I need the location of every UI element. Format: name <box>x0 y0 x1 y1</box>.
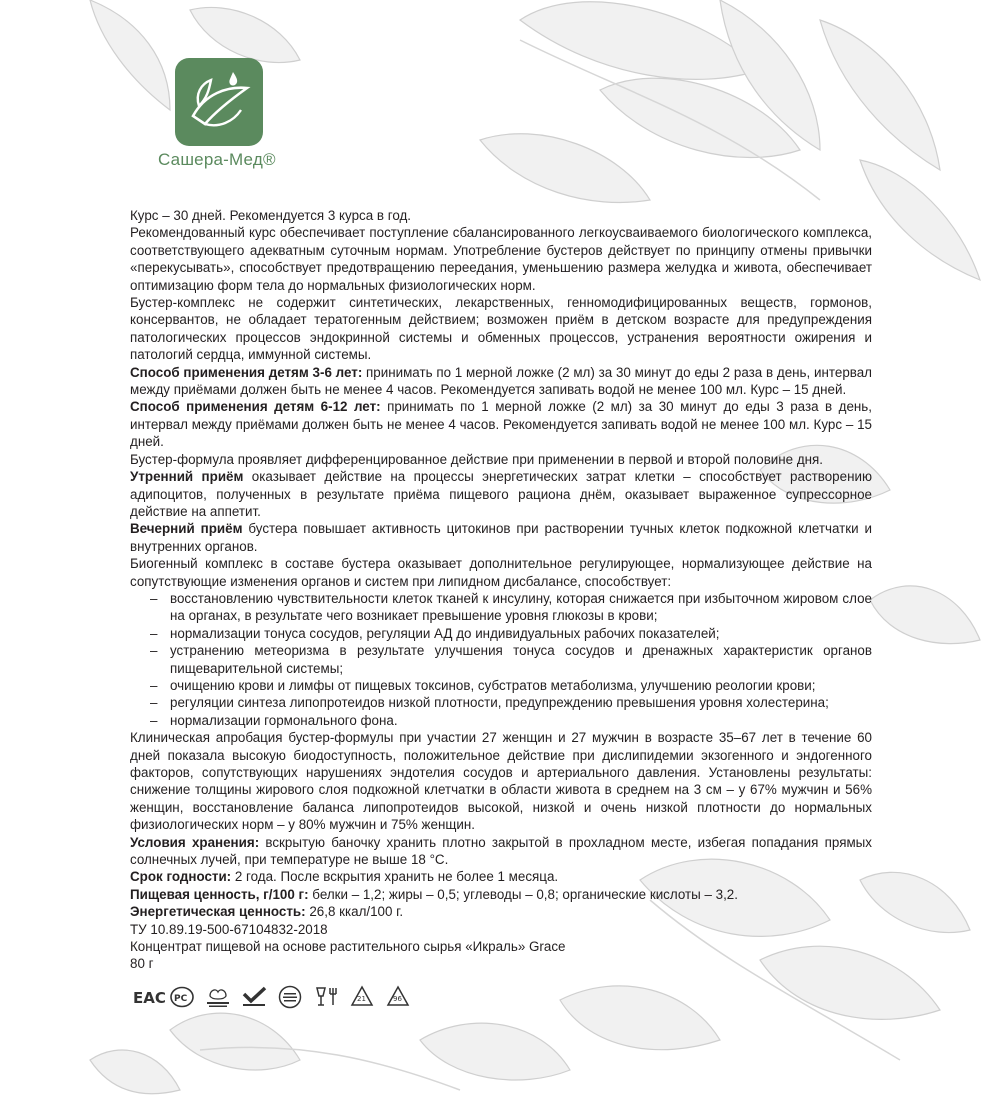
list-item-text: устранению метеоризма в результате улучшения тонуса сосудов и дренажных характеристик органов пищеварительной системы; <box>170 643 872 676</box>
eac-mark-icon <box>133 986 166 1008</box>
paragraph-heading: Срок годности: <box>130 869 232 885</box>
paragraph-text: Концентрат пищевой на основе растительного сырья «Икраль» Grace <box>130 939 566 955</box>
paragraph <box>130 398 872 450</box>
recycle-gl-96-icon <box>385 986 411 1008</box>
paragraph <box>130 729 872 833</box>
paragraph-text: Бустер-формула проявляет дифференцированное действие при применении в первой и второй половине дня. <box>130 451 824 467</box>
bullet-marker: – <box>150 590 158 606</box>
svg-text:96: 96 <box>393 995 402 1003</box>
bullet-marker: – <box>150 712 158 728</box>
paragraph-text: Рекомендованный курс обеспечивает поступление сбалансированного легкоусваиваемого биологического комплекса, соответствующего адекватным суточным нормам. Употребление бустеров действует по принципу отмены привычки «перекусывать», способствует предотвращению переедания, уменьшению размера желудка и живота, обеспечивает оптимизацию форм тела до нормальных физиологических норм. <box>130 225 872 293</box>
list-item-text: нормализации гормонального фона. <box>170 712 398 728</box>
paragraph-text: вскрытую баночку хранить плотно закрытой в прохладном месте, избегая попадания прямых солнечных лучей, при температуре не выше 18 °С. <box>130 834 872 868</box>
paragraph-text: 80 г <box>130 956 154 972</box>
paragraph-heading: Энергетическая ценность: <box>130 904 306 920</box>
glass-fork-icon <box>313 986 339 1008</box>
bullet-marker: – <box>150 677 158 693</box>
list-item <box>130 642 872 677</box>
brand-name: Сашера-Мед® <box>158 150 276 169</box>
paragraph-text: бустера повышает активность цитокинов при растворении тучных клеток подкожной клетчатки и внутренних органов. <box>130 521 873 554</box>
paragraph <box>130 921 872 938</box>
paragraph-text: Биогенный комплекс в составе бустера оказывает дополнительное регулирующее, нормализующее действие на сопутствующие изменения органов и систем при липидном дисбалансе, способствует: <box>130 556 872 589</box>
brand-logo <box>175 58 263 146</box>
list-item <box>130 712 872 729</box>
list-item <box>130 625 872 642</box>
paragraph-text: Курс – 30 дней. Рекомендуется 3 курса в год. <box>130 208 412 223</box>
paragraph <box>130 886 872 903</box>
list-item <box>130 677 872 694</box>
paragraph <box>130 903 872 920</box>
paragraph <box>130 955 872 972</box>
paragraph-heading: Вечерний приём <box>130 521 243 537</box>
bullet-marker: – <box>150 625 158 641</box>
paragraph-heading: Способ применения детям 6-12 лет: <box>130 399 381 415</box>
paragraph <box>130 294 872 364</box>
paragraph <box>130 207 872 224</box>
paragraph <box>130 834 872 869</box>
paragraph <box>130 520 872 555</box>
paragraphs-after <box>130 729 872 973</box>
list-item-text: очищению крови и лимфы от пищевых токсинов, субстратов метаболизма, улучшению реологии крови; <box>170 677 816 693</box>
paragraph <box>130 938 872 955</box>
paragraphs-before <box>130 207 872 590</box>
paragraph-text: белки – 1,2; жиры – 0,5; углеводы – 0,8; органические кислоты – 3,2. <box>308 886 738 902</box>
bullet-marker: – <box>150 695 158 711</box>
not-tested-on-animals-icon <box>205 986 231 1008</box>
paragraph-text: 2 года. После вскрытия хранить не более 1 месяца. <box>231 869 559 885</box>
paragraph <box>130 364 872 399</box>
paragraph-text: принимать по 1 мерной ложке (2 мл) за 30 минут до еды 2 раза в день, интервал между приёмами должен быть не менее 4 часов. Рекомендуется запивать водой не менее 100 мл. Курс – 15 дней. <box>130 364 872 398</box>
paragraph-text: принимать по 1 мерной ложке (2 мл) за 30 минут до еды 3 раза в день, интервал между приёмами должен быть не менее 4 часов. Рекомендуется запивать водой не менее 100 мл. Курс – 15 дней. <box>130 399 872 450</box>
list-item-text: восстановлению чувствительности клеток тканей к инсулину, которая снижается при избыточном жировом слое на органах, в результате чего возникает превышение уровня глюкозы в крови; <box>170 590 872 624</box>
list-item-text: нормализации тонуса сосудов, регуляции АД до индивидуальных рабочих показателей; <box>170 625 720 641</box>
list-item <box>130 694 872 711</box>
leaf-drop-icon <box>175 58 263 146</box>
product-description <box>130 207 872 973</box>
recycle-pap-21-icon <box>349 986 375 1008</box>
paragraph-heading: Способ применения детям 3-6 лет: <box>130 364 363 380</box>
list-item <box>130 590 872 625</box>
paragraph <box>130 868 872 885</box>
pct-mark-icon <box>169 986 195 1008</box>
bullet-marker: – <box>150 643 158 659</box>
paragraph <box>130 224 872 294</box>
paragraph-text: Бустер-комплекс не содержит синтетических, лекарственных, генномодифицированных веществ, гормонов, консервантов, не обладает тератогенным действием; возможен приём в детском возрасте для предупреждения патологических процессов эндокринной системы и обменных процессов, устранения вероятности ожирения и патологий сердца, иммунной системы. <box>130 295 872 363</box>
svg-text:PC: PC <box>174 994 188 1004</box>
paragraph-text: Клиническая апробация бустер-формулы при участии 27 женщин и 27 мужчин в возрасте 35–67 лет в течение 60 дней показала высокую биодоступность, положительное действие при дислипидемии экзогенного и эндогенного факторов, сопутствующих нарушениях эндотелия сосудов и артериального давления. Установлены результаты: снижение толщины жирового слоя подкожной клетчатки в области живота в среднем на 3 см – у 67% мужчин и 56% женщин, восстановление баланса липопротеидов высокой, низкой и очень низкой плотности до нормальных физиологических норм – у 80% мужчин и 75% женщин. <box>130 730 872 833</box>
svg-text:21: 21 <box>357 995 366 1003</box>
paragraph-heading: Утренний приём <box>130 469 244 485</box>
benefits-list <box>130 590 872 729</box>
paragraph-text: оказывает действие на процессы энергетических затрат клетки – способствует растворению адипоцитов, полученных в результате приёма пищевого рациона днём, оказывает выраженное супрессорное действие на аппетит. <box>130 469 872 519</box>
paragraph-heading: Пищевая ценность, г/100 г: <box>130 886 309 902</box>
paragraph <box>130 468 872 520</box>
paragraph-heading: Условия хранения: <box>130 834 260 850</box>
list-item-text: регуляции синтеза липопротеидов низкой плотности, предупреждению превышения уровня холестерина; <box>170 695 829 711</box>
no-gmo-check-icon <box>241 986 267 1008</box>
certification-marks <box>133 986 411 1008</box>
paragraph <box>130 451 872 468</box>
svg-text:EAC: EAC <box>133 989 166 1007</box>
no-gmo-circle-icon <box>277 986 303 1008</box>
paragraph-text: 26,8 ккал/100 г. <box>305 904 404 920</box>
paragraph-text: ТУ 10.89.19-500-67104832-2018 <box>130 921 328 937</box>
paragraph <box>130 555 872 590</box>
